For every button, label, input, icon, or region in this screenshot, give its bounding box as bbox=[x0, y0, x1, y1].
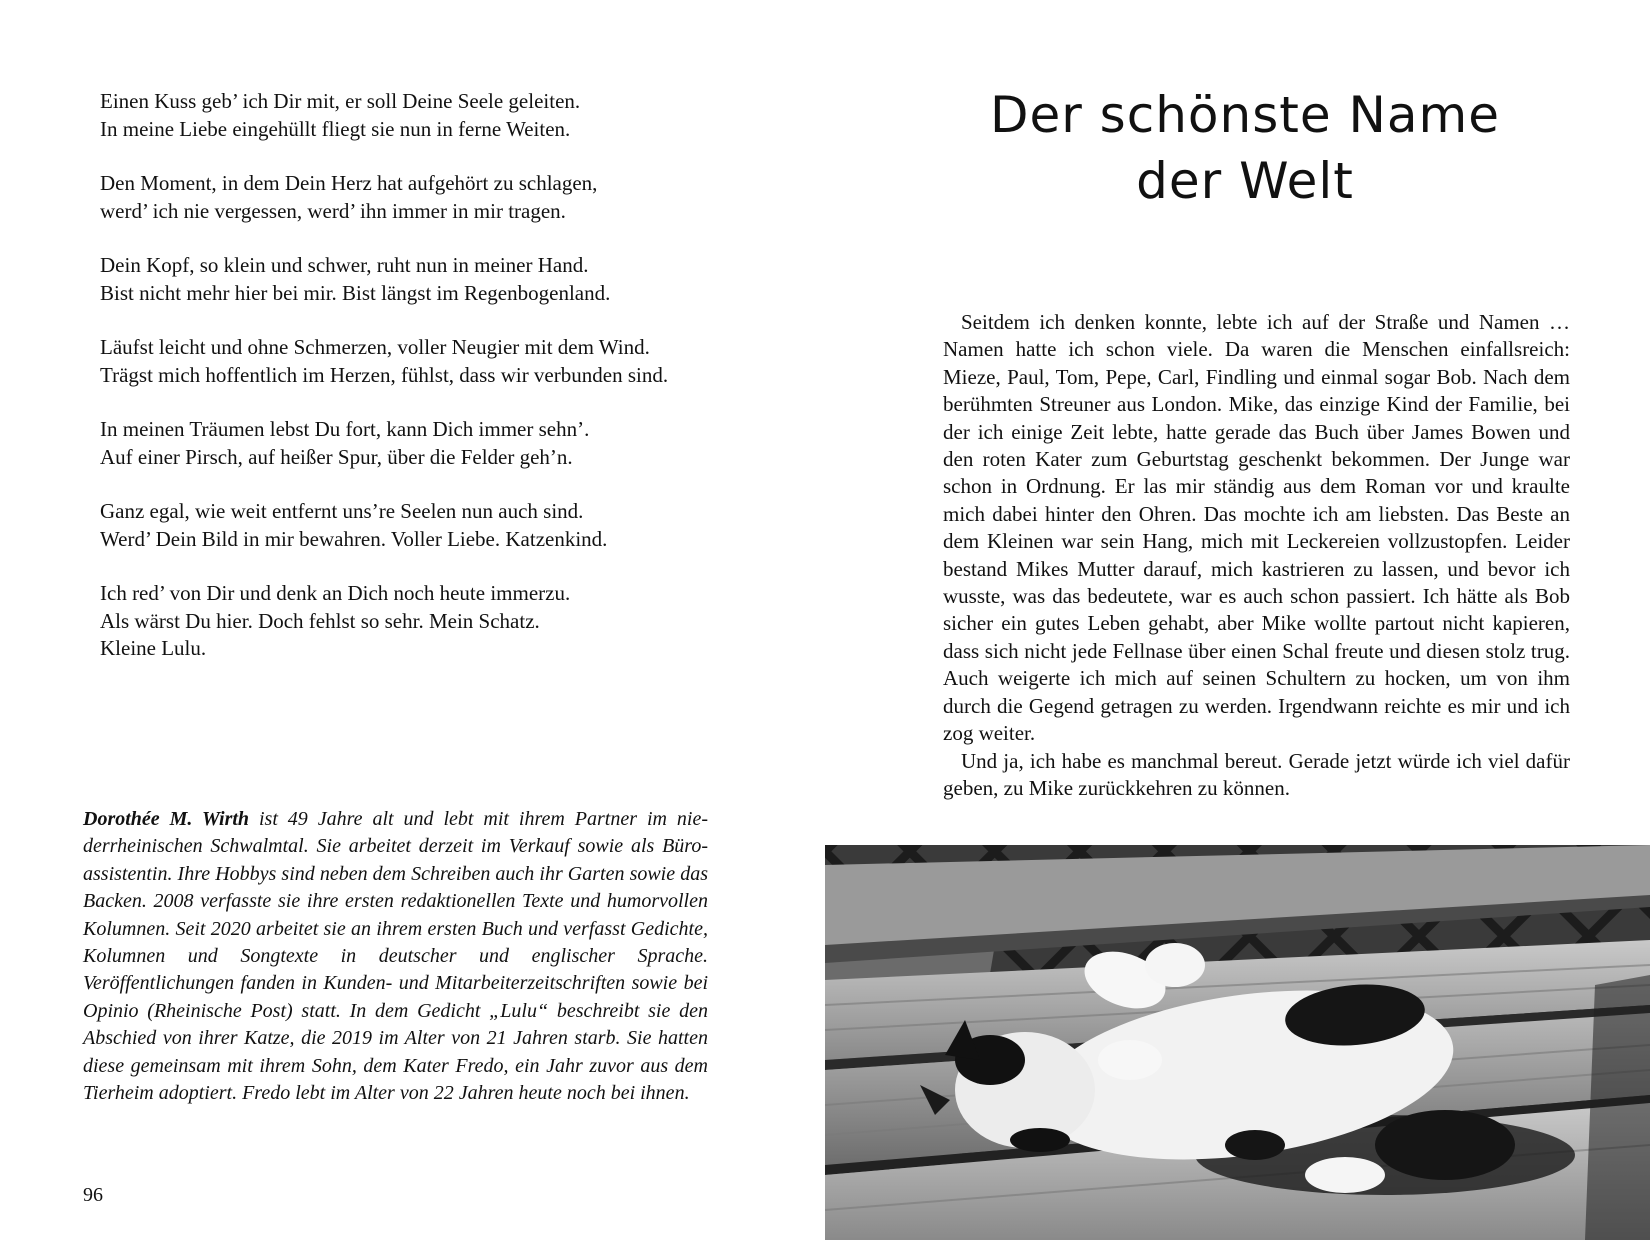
author-name: Dorothée M. Wirth bbox=[83, 808, 250, 830]
poem-line: Kleine Lulu. bbox=[100, 636, 207, 660]
poem-line: Werd’ Dein Bild in mir bewahren. Voller Liebe. Katzenkind. bbox=[100, 526, 608, 551]
poem-line: Den Moment, in dem Dein Herz hat aufgehört zu schlagen, bbox=[100, 171, 598, 195]
poem-line: Bist nicht mehr hier bei mir. Bist längst im Regenbogenland. bbox=[100, 280, 611, 305]
cat-on-bench-photo bbox=[825, 845, 1650, 1240]
poem-stanza bbox=[100, 498, 740, 553]
poem-line: Auf einer Pirsch, auf heißer Spur, über die Felder geh’n. bbox=[100, 444, 573, 469]
author-bio-text: ist 49 Jahre alt und lebt mit ihrem Partner im niederrheinischen Schwalmtal. Sie arbeitet derzeit im Verkauf sowie als Büroassistentin. Ihre Hobbys sind neben dem Schreiben auch ihr Garten sowie das Backen. 2008 verfasste sie ihre ersten redaktionellen Texte und humorvollen Kolumnen. Seit 2020 arbeitet sie an ihrem ersten Buch und verfasst Gedichte, Kolumnen und Songtexte in deutscher und englischer Sprache. Veröffentlichungen fanden in Kunden- und Mitarbeiterzeitschriften sowie bei Opinio (Rheinische Post) statt. In dem Gedicht „Lulu“ beschreibt sie den Abschied von ihrer Katze, die 2019 im Alter von 21 Jahren starb. Sie hatten diese gemeinsam mit ihrem Sohn, dem Kater Fredo, ein Jahr zuvor aus dem Tierheim adoptiert. Fredo lebt im Alter von 22 Jahren heute noch bei ihnen. bbox=[83, 808, 708, 1105]
poem-line: In meine Liebe eingehüllt fliegt sie nun in ferne Weiten. bbox=[100, 116, 571, 141]
page-number: 96 bbox=[83, 1184, 103, 1206]
poem-stanza bbox=[100, 580, 740, 663]
poem-stanza bbox=[100, 252, 740, 307]
chapter-title bbox=[945, 82, 1545, 214]
poem-line: Ganz egal, wie weit entfernt uns’re Seelen nun auch sind. bbox=[100, 499, 584, 523]
story-paragraph-1: Seitdem ich denken konnte, lebte ich auf der Straße und Namen … Namen hatte ich schon viele. Da waren die Menschen einfallsreich: Mieze, Paul, Tom, Pepe, Carl, Findling und einmal sogar Bob. Nach dem berühmten Streuner aus London. Mike, das einzige Kind der Familie, bei der ich einige Zeit lebte, hatte gerade das Buch über James Bowen und den roten Kater zum Geburtstag geschenkt bekommen. Der Junge war schon in Ordnung. Er las mir ständig aus dem Roman vor und kraulte mich dabei hinter den Ohren. Das mochte ich am liebsten. Das Beste an dem Kleinen war sein Hang, mich mit Leckereien vollzustopfen. Leider bestand Mikes Mutter darauf, mich kastrieren zu lassen, und bevor ich wusste, was das bedeutete, war es auch schon passiert. Ich hätte als Bob sicher ein gutes Leben gehabt, aber Mike wollte partout nicht kapieren, dass sich nicht jede Fellnase über einen Schal freute und diesen stolz trug. Auch weigerte ich mich auf seinen Schultern zu hocken, um von ihm durch die Gegend getragen zu werden. Irgendwann reichte es mir und ich zog weiter. bbox=[943, 310, 1570, 746]
poem-line: werd’ ich nie vergessen, werd’ ihn immer in mir tragen. bbox=[100, 198, 566, 223]
poem-stanza bbox=[100, 416, 740, 471]
poem-line: In meinen Träumen lebst Du fort, kann Dich immer sehn’. bbox=[100, 417, 590, 441]
poem-line: Einen Kuss geb’ ich Dir mit, er soll Deine Seele geleiten. bbox=[100, 89, 581, 113]
poem-stanza bbox=[100, 334, 740, 389]
chapter-title-line-2: der Welt bbox=[1136, 152, 1354, 210]
poem-line: Ich red’ von Dir und denk an Dich noch heute immerzu. bbox=[100, 581, 571, 605]
poem-line: Als wärst Du hier. Doch fehlst so sehr. Mein Schatz. bbox=[100, 608, 540, 633]
poem-line: Dein Kopf, so klein und schwer, ruht nun in meiner Hand. bbox=[100, 253, 589, 277]
right-page bbox=[825, 0, 1650, 1240]
poem-stanza bbox=[100, 88, 740, 143]
poem-stanza bbox=[100, 170, 740, 225]
poem bbox=[100, 88, 740, 690]
poem-line: Trägst mich hoffentlich im Herzen, fühlst, dass wir verbunden sind. bbox=[100, 362, 669, 387]
chapter-title-line-1: Der schönste Name bbox=[989, 86, 1501, 144]
story-text bbox=[943, 309, 1570, 802]
cat-photo-illustration bbox=[825, 845, 1650, 1240]
author-bio bbox=[83, 806, 708, 1107]
story-paragraph-2: Und ja, ich habe es manchmal bereut. Gerade jetzt würde ich viel dafür geben, zu Mike zurückkehren zu können. bbox=[943, 748, 1570, 800]
poem-line: Läufst leicht und ohne Schmerzen, voller Neugier mit dem Wind. bbox=[100, 335, 650, 359]
